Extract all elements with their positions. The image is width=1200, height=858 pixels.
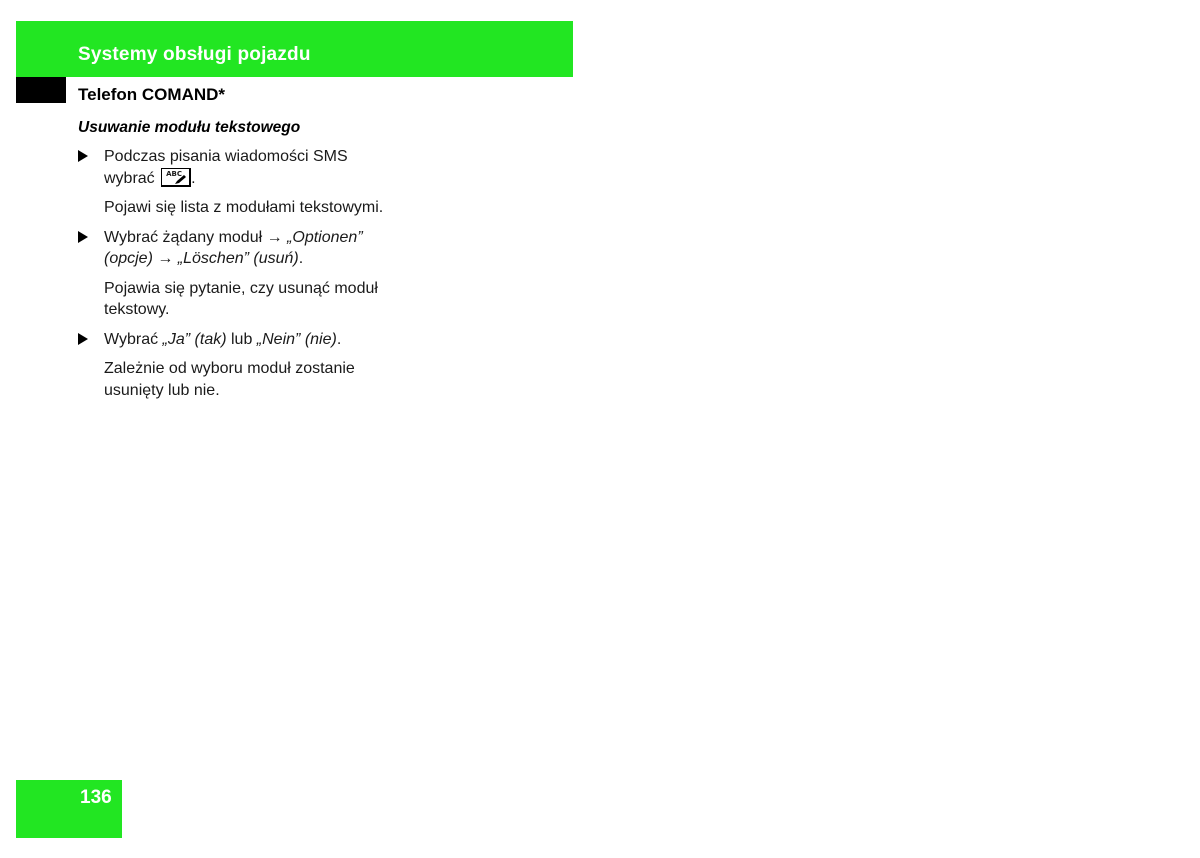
instruction-result-2: Pojawia się pytanie, czy usunąć moduł tekstowy. bbox=[104, 279, 378, 318]
instruction-result-3: Zależnie od wyboru moduł zostanie usunięty lub nie. bbox=[104, 360, 355, 399]
step-bullet-icon bbox=[78, 333, 88, 345]
step-bullet-icon bbox=[78, 150, 88, 162]
instruction-step-1: Podczas pisania wiadomości SMS wybrać ABC . bbox=[78, 146, 418, 189]
abc-edit-key-icon: ABC bbox=[161, 168, 191, 187]
instruction-result-1: Pojawi się lista z modułami tekstowymi. bbox=[104, 199, 384, 216]
section-title: Telefon COMAND* bbox=[78, 85, 226, 104]
step-bullet-icon bbox=[78, 231, 88, 243]
chapter-title: Systemy obsługi pojazdu bbox=[78, 44, 311, 65]
subsection-title: Usuwanie modułu tekstowego bbox=[78, 119, 301, 136]
instruction-step-2: Wybrać żądany moduł → „Optionen” (opcje) → „Löschen” (usuń). bbox=[78, 227, 418, 270]
instruction-content bbox=[78, 146, 418, 409]
section-marker bbox=[16, 77, 66, 103]
page-number: 136 bbox=[80, 787, 112, 808]
instruction-step-3: Wybrać „Ja” (tak) lub „Nein” (nie). bbox=[78, 329, 418, 351]
